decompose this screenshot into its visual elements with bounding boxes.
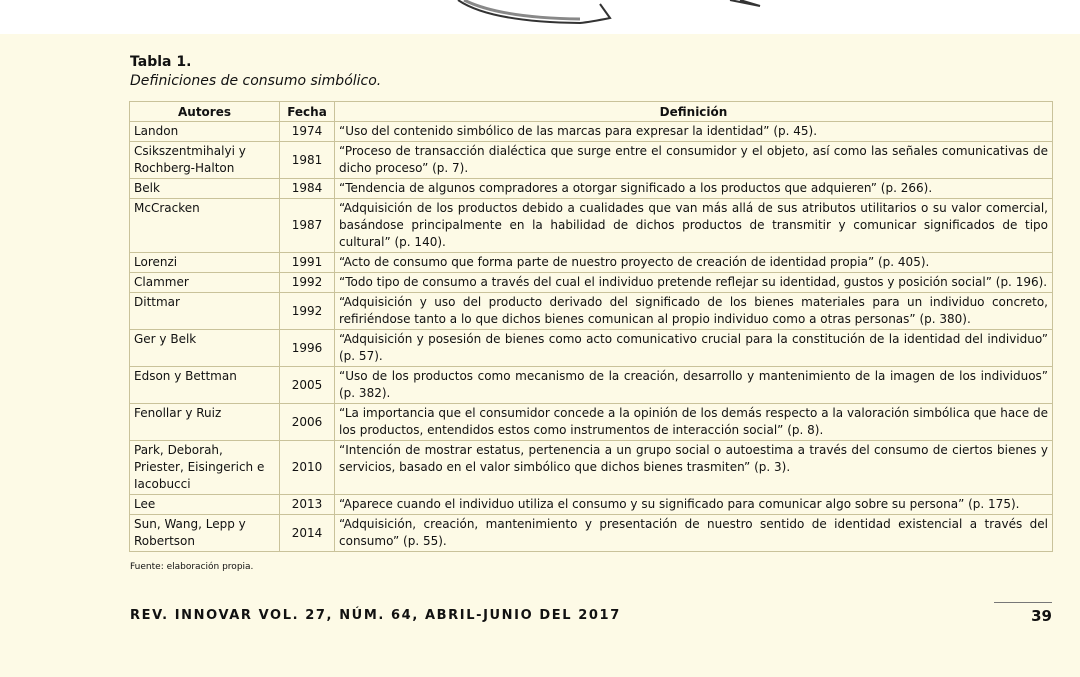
- cell-autores: Lee: [130, 495, 280, 515]
- table-row: [130, 199, 1053, 253]
- page-number: 39: [1031, 607, 1052, 625]
- table-row: [130, 253, 1053, 273]
- header-fecha: Fecha: [280, 102, 335, 122]
- table-row: [130, 273, 1053, 293]
- table-header-row: [130, 102, 1053, 122]
- cell-fecha: 1987: [280, 199, 335, 253]
- cell-autores: Fenollar y Ruiz: [130, 404, 280, 441]
- cell-definicion: “Todo tipo de consumo a través del cual el individuo pretende reflejar su identidad, gustos y posición social” (p. 196).: [335, 273, 1053, 293]
- cell-fecha: 1981: [280, 142, 335, 179]
- table-row: [130, 441, 1053, 495]
- cell-definicion: “Adquisición, creación, mantenimiento y presentación de nuestro sentido de identidad existencial a través del consumo” (p. 55).: [335, 515, 1053, 552]
- cell-definicion: “Tendencia de algunos compradores a otorgar significado a los productos que adquieren” (p. 266).: [335, 179, 1053, 199]
- cell-fecha: 1974: [280, 122, 335, 142]
- cell-definicion: “Intención de mostrar estatus, pertenencia a un grupo social o autoestima a través del consumo de ciertos bienes y servicios, basado en el valor simbólico que dichos bienes trasmiten” (p. 3).: [335, 441, 1053, 495]
- cell-autores: Park, Deborah, Priester, Eisingerich e Iacobucci: [130, 441, 280, 495]
- cell-autores: McCracken: [130, 199, 280, 253]
- cell-fecha: 2014: [280, 515, 335, 552]
- table-row: [130, 122, 1053, 142]
- cell-autores: Lorenzi: [130, 253, 280, 273]
- table-row: [130, 142, 1053, 179]
- cell-fecha: 1996: [280, 330, 335, 367]
- journal-footer: REV. INNOVAR VOL. 27, NÚM. 64, ABRIL-JUNIO DEL 2017: [130, 608, 621, 623]
- cell-definicion: “Proceso de transacción dialéctica que surge entre el consumidor y el objeto, así como las señales comunicativas de dicho proceso” (p. 7).: [335, 142, 1053, 179]
- cell-definicion: “Adquisición de los productos debido a cualidades que van más allá de sus atributos utilitarios o su valor comercial, basándose principalmente en la habilidad de dichos productos de transmitir y comunicar significados de tipo cultural” (p. 140).: [335, 199, 1053, 253]
- cell-fecha: 1992: [280, 293, 335, 330]
- cell-autores: Belk: [130, 179, 280, 199]
- table-row: [130, 404, 1053, 441]
- cell-fecha: 2010: [280, 441, 335, 495]
- header-definicion: Definición: [335, 102, 1053, 122]
- table-row: [130, 495, 1053, 515]
- cell-fecha: 1984: [280, 179, 335, 199]
- cell-autores: Sun, Wang, Lepp y Robertson: [130, 515, 280, 552]
- table-row: [130, 515, 1053, 552]
- cell-autores: Ger y Belk: [130, 330, 280, 367]
- cell-definicion: “Uso del contenido simbólico de las marcas para expresar la identidad” (p. 45).: [335, 122, 1053, 142]
- cell-definicion: “Uso de los productos como mecanismo de la creación, desarrollo y mantenimiento de la imagen de los individuos” (p. 382).: [335, 367, 1053, 404]
- cell-fecha: 2006: [280, 404, 335, 441]
- cell-autores: Dittmar: [130, 293, 280, 330]
- table-subtitle: Definiciones de consumo simbólico.: [130, 73, 382, 89]
- decorative-illustration-icon: [440, 0, 780, 34]
- page-number-rule: [994, 602, 1052, 603]
- top-figure-fragment: [0, 0, 1080, 34]
- cell-autores: Csikszentmihalyi y Rochberg-Halton: [130, 142, 280, 179]
- cell-definicion: “Adquisición y posesión de bienes como acto comunicativo crucial para la constitución de la identidad del individuo” (p. 57).: [335, 330, 1053, 367]
- table-source-note: Fuente: elaboración propia.: [130, 562, 254, 572]
- cell-fecha: 1992: [280, 273, 335, 293]
- table-row: [130, 293, 1053, 330]
- cell-autores: Clammer: [130, 273, 280, 293]
- table-row: [130, 179, 1053, 199]
- cell-fecha: 1991: [280, 253, 335, 273]
- table-label: Tabla 1.: [130, 54, 192, 70]
- cell-fecha: 2005: [280, 367, 335, 404]
- table-caption: [130, 53, 381, 91]
- header-autores: Autores: [130, 102, 280, 122]
- cell-definicion: “La importancia que el consumidor concede a la opinión de los demás respecto a la valoración simbólica que hace de los productos, entendidos estos como instrumentos de interacción social” (p. 8).: [335, 404, 1053, 441]
- cell-fecha: 2013: [280, 495, 335, 515]
- definitions-table: [129, 101, 1053, 552]
- cell-definicion: “Acto de consumo que forma parte de nuestro proyecto de creación de identidad propia” (p. 405).: [335, 253, 1053, 273]
- table-row: [130, 330, 1053, 367]
- cell-definicion: “Adquisición y uso del producto derivado del significado de los bienes materiales para un individuo concreto, refiriéndose tanto a lo que dichos bienes comunican al propio individuo como a otras personas” (p. 380).: [335, 293, 1053, 330]
- table-row: [130, 367, 1053, 404]
- cell-definicion: “Aparece cuando el individuo utiliza el consumo y su significado para comunicar algo sobre su persona” (p. 175).: [335, 495, 1053, 515]
- cell-autores: Landon: [130, 122, 280, 142]
- cell-autores: Edson y Bettman: [130, 367, 280, 404]
